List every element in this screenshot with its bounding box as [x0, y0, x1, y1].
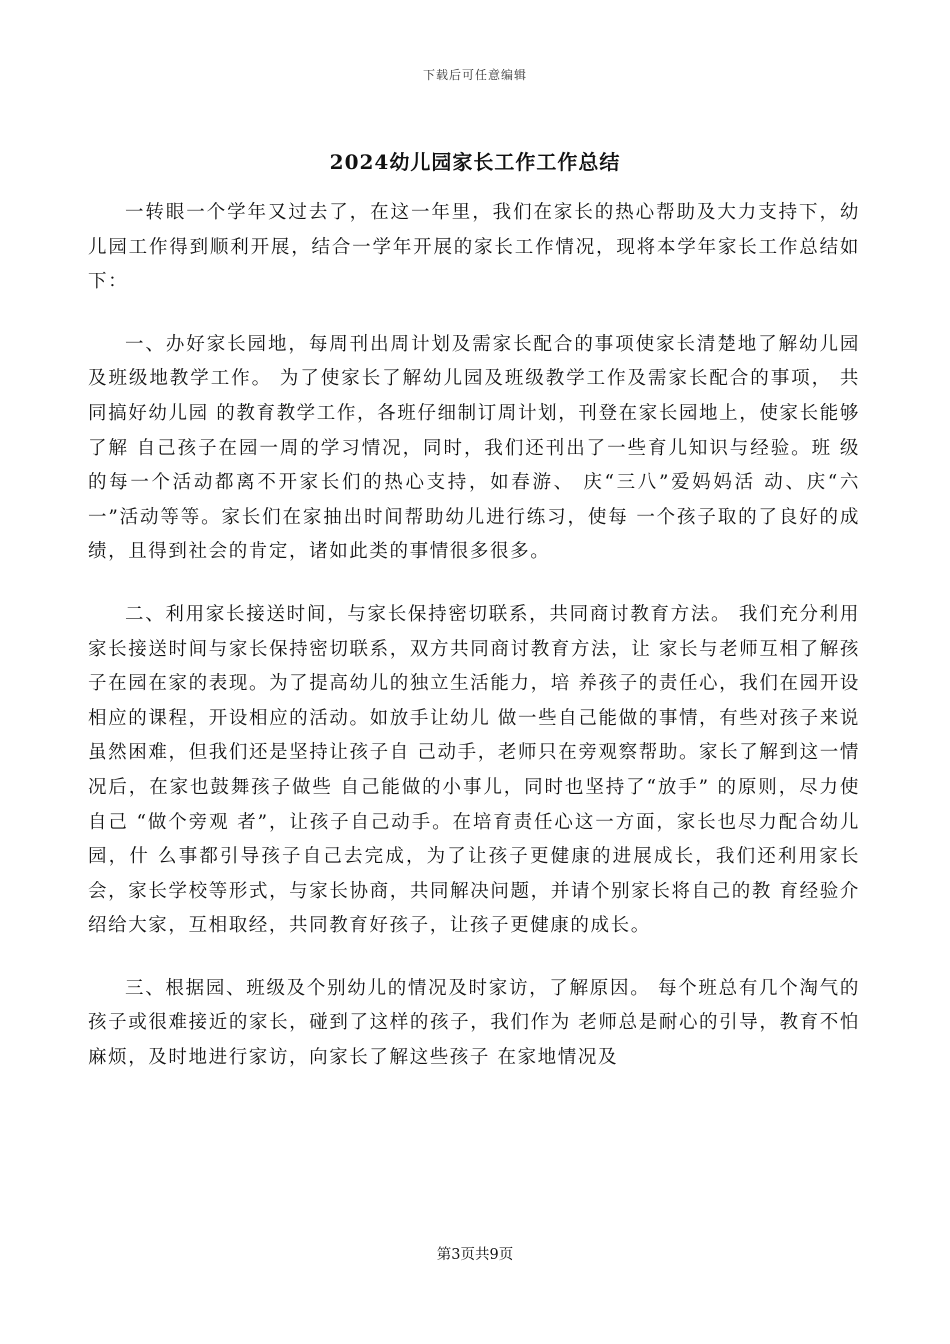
paragraph-section-2: 二、利用家长接送时间，与家长保持密切联系，共同商讨教育方法。 我们充分利用家长接送时间与家长保持密切联系，双方共同商讨教育方法，让 家长与老师互相了解孩子在园在家的表现。为了提高幼儿的独立生活能力，培 养孩子的责任心，我们在园开设相应的课程，开设相应的活动。如放手让幼儿 做一些自己能做的事情，有些对孩子来说虽然困难，但我们还是坚持让孩子自 己动手，老师只在旁观察帮助。家长了解到这一情况后，在家也鼓舞孩子做些 自己能做的小事儿，同时也坚持了“放手” 的原则，尽力使自己 “做个旁观 者”，让孩子自己动手。在培育责任心这一方面，家长也尽力配合幼儿园，什 么事都引导孩子自己去完成，为了让孩子更健康的进展成长，我们还利用家长会，家长学校等形式，与家长协商，共同解决问题，并请个别家长将自己的教 育经验介绍给大家，互相取经，共同教育好孩子，让孩子更健康的成长。 — [88, 603, 860, 937]
paragraph-intro: 一转眼一个学年又过去了，在这一年里，我们在家长的热心帮助及大力支持下，幼儿园工作得到顺利开展，结合一学年开展的家长工作情况，现将本学年家长工作总结如下： — [88, 202, 860, 293]
paragraph-section-3: 三、根据园、班级及个别幼儿的情况及时家访，了解原因。 每个班总有几个淘气的孩子或很难接近的家长，碰到了这样的孩子，我们作为 老师总是耐心的引导，教育不怕麻烦，及时地进行家访，向家长了解这些孩子 在家地情况及 — [88, 977, 860, 1069]
paragraph-section-1: 一、办好家长园地，每周刊出周计划及需家长配合的事项使家长清楚地了解幼儿园及班级地教学工作。 为了使家长了解幼儿园及班级教学工作及需家长配合的事项， 共同搞好幼儿园 的教育教学工作，各班仔细制订周计划，刊登在家长园地上，使家长能够了解 自己孩子在园一周的学习情况，同时，我们还刊出了一些育儿知识与经验。班 级的每一个活动都离不开家长们的热心支持，如春游、 庆“三八”爱妈妈活 动、庆“六一”活动等等。家长们在家抽出时间帮助幼儿进行练习，使每 一个孩子取的了良好的成绩，且得到社会的肯定，诸如此类的事情很多很多。 — [88, 333, 860, 563]
document-body — [88, 196, 860, 1104]
header-note: 下载后可任意编辑 — [422, 68, 527, 82]
document-title: 2024幼儿园家长工作工作总结 — [329, 150, 621, 174]
page-number: 第3页共9页 — [436, 1247, 514, 1263]
